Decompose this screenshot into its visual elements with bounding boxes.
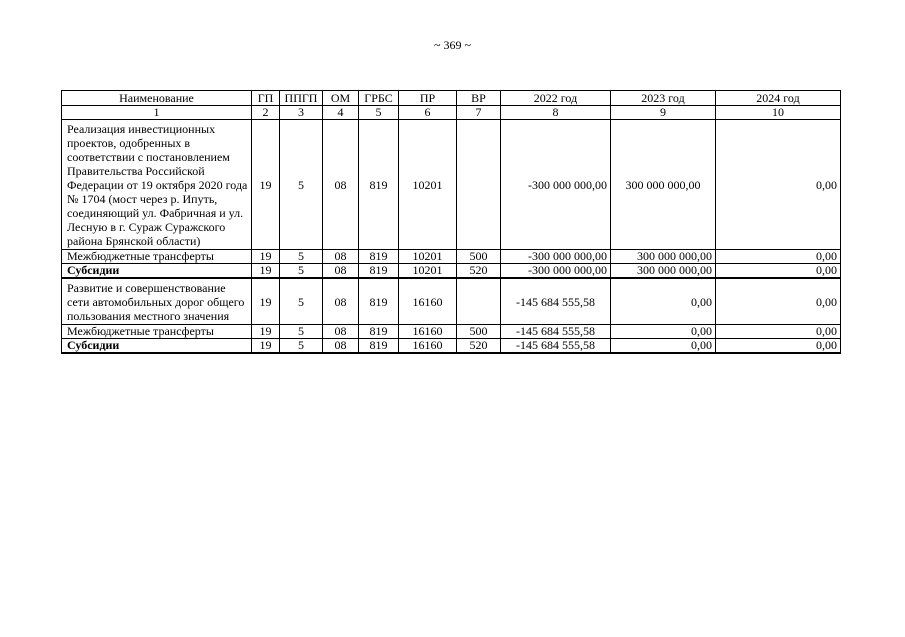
om-cell: 08 bbox=[323, 339, 359, 354]
om-cell: 08 bbox=[323, 120, 359, 250]
amount-2023-cell: 0,00 bbox=[611, 325, 716, 339]
table-row bbox=[62, 250, 841, 264]
amount-2023-cell: 0,00 bbox=[611, 278, 716, 325]
grbs-cell: 819 bbox=[359, 120, 399, 250]
amount-2022-cell: -145 684 555,58 bbox=[501, 339, 611, 354]
amount-2022-cell: -300 000 000,00 bbox=[501, 120, 611, 250]
grbs-cell: 819 bbox=[359, 339, 399, 354]
ppgp-cell: 5 bbox=[280, 264, 323, 279]
amount-2022-cell: -145 684 555,58 bbox=[501, 278, 611, 325]
amount-2024-cell: 0,00 bbox=[716, 264, 841, 279]
ppgp-cell: 5 bbox=[280, 278, 323, 325]
vr-cell: 500 bbox=[457, 250, 501, 264]
amount-2024-cell: 0,00 bbox=[716, 325, 841, 339]
table-row bbox=[62, 264, 841, 279]
pr-cell: 16160 bbox=[399, 325, 457, 339]
gp-cell: 19 bbox=[252, 264, 280, 279]
gp-cell: 19 bbox=[252, 120, 280, 250]
budget-table bbox=[61, 90, 841, 354]
om-cell: 08 bbox=[323, 250, 359, 264]
column-number-cell: 9 bbox=[611, 106, 716, 120]
header-cell: 2024 год bbox=[716, 91, 841, 106]
gp-cell: 19 bbox=[252, 339, 280, 354]
vr-cell: 520 bbox=[457, 264, 501, 279]
column-number-cell: 5 bbox=[359, 106, 399, 120]
ppgp-cell: 5 bbox=[280, 325, 323, 339]
column-number-cell: 2 bbox=[252, 106, 280, 120]
pr-cell: 10201 bbox=[399, 120, 457, 250]
amount-2023-cell: 0,00 bbox=[611, 339, 716, 354]
header-cell: ОМ bbox=[323, 91, 359, 106]
vr-cell bbox=[457, 278, 501, 325]
gp-cell: 19 bbox=[252, 250, 280, 264]
table-row bbox=[62, 325, 841, 339]
grbs-cell: 819 bbox=[359, 278, 399, 325]
header-row bbox=[62, 91, 841, 106]
column-number-cell: 6 bbox=[399, 106, 457, 120]
grbs-cell: 819 bbox=[359, 250, 399, 264]
amount-2024-cell: 0,00 bbox=[716, 120, 841, 250]
column-number-cell: 8 bbox=[501, 106, 611, 120]
amount-2024-cell: 0,00 bbox=[716, 250, 841, 264]
pr-cell: 10201 bbox=[399, 264, 457, 279]
column-number-cell: 7 bbox=[457, 106, 501, 120]
header-cell: ГП bbox=[252, 91, 280, 106]
row-name: Реализация инвестиционных проектов, одобренных в соответствии с постановлением Правительства Российской Федерации от 19 октября 2020 года № 1704 (мост через р. Ипуть, соединяющий ул. Фабричная и ул. Лесную в г. Сураж Суражского района Брянской области) bbox=[62, 120, 252, 250]
pr-cell: 16160 bbox=[399, 278, 457, 325]
row-name: Субсидии bbox=[62, 264, 252, 279]
amount-2023-cell: 300 000 000,00 bbox=[611, 264, 716, 279]
ppgp-cell: 5 bbox=[280, 339, 323, 354]
amount-2022-cell: -300 000 000,00 bbox=[501, 250, 611, 264]
header-cell: Наименование bbox=[62, 91, 252, 106]
vr-cell bbox=[457, 120, 501, 250]
row-name: Субсидии bbox=[62, 339, 252, 354]
header-cell: ППГП bbox=[280, 91, 323, 106]
om-cell: 08 bbox=[323, 278, 359, 325]
header-cell: ПР bbox=[399, 91, 457, 106]
row-name: Развитие и совершенствование сети автомобильных дорог общего пользования местного значения bbox=[62, 278, 252, 325]
grbs-cell: 819 bbox=[359, 264, 399, 279]
amount-2024-cell: 0,00 bbox=[716, 339, 841, 354]
table-row bbox=[62, 120, 841, 250]
header-cell: ВР bbox=[457, 91, 501, 106]
column-number-cell: 1 bbox=[62, 106, 252, 120]
header-cell: ГРБС bbox=[359, 91, 399, 106]
table-row bbox=[62, 278, 841, 325]
table-row bbox=[62, 339, 841, 354]
amount-2023-cell: 300 000 000,00 bbox=[611, 250, 716, 264]
amount-2022-cell: -145 684 555,58 bbox=[501, 325, 611, 339]
pr-cell: 10201 bbox=[399, 250, 457, 264]
ppgp-cell: 5 bbox=[280, 250, 323, 264]
om-cell: 08 bbox=[323, 264, 359, 279]
page-number: ~ 369 ~ bbox=[434, 38, 471, 52]
column-number-row bbox=[62, 106, 841, 120]
amount-2023-cell: 300 000 000,00 bbox=[611, 120, 716, 250]
gp-cell: 19 bbox=[252, 278, 280, 325]
ppgp-cell: 5 bbox=[280, 120, 323, 250]
gp-cell: 19 bbox=[252, 325, 280, 339]
header-cell: 2022 год bbox=[501, 91, 611, 106]
column-number-cell: 4 bbox=[323, 106, 359, 120]
om-cell: 08 bbox=[323, 325, 359, 339]
vr-cell: 500 bbox=[457, 325, 501, 339]
vr-cell: 520 bbox=[457, 339, 501, 354]
amount-2024-cell: 0,00 bbox=[716, 278, 841, 325]
pr-cell: 16160 bbox=[399, 339, 457, 354]
column-number-cell: 10 bbox=[716, 106, 841, 120]
column-number-cell: 3 bbox=[280, 106, 323, 120]
amount-2022-cell: -300 000 000,00 bbox=[501, 264, 611, 279]
grbs-cell: 819 bbox=[359, 325, 399, 339]
row-name: Межбюджетные трансферты bbox=[62, 250, 252, 264]
header-cell: 2023 год bbox=[611, 91, 716, 106]
row-name: Межбюджетные трансферты bbox=[62, 325, 252, 339]
